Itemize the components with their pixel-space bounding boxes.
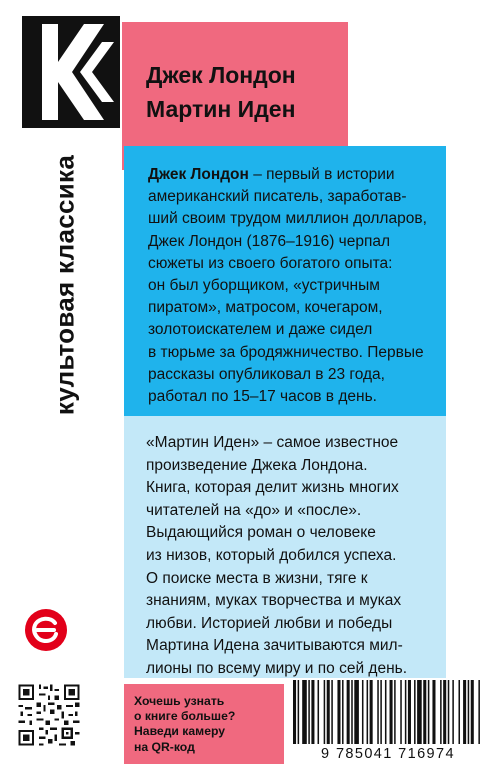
- bio-line: рассказы опубликовал в 23 года,: [148, 365, 385, 383]
- qr-prompt-line: Наведи камеру: [134, 724, 226, 739]
- bio-line: в тюрьме за бродяжничество. Первые: [148, 343, 424, 361]
- synopsis-line: знаниям, муках творчества и муках: [146, 592, 402, 610]
- bio-line: работал по 15–17 часов в день.: [148, 388, 377, 406]
- series-label-wrap: [40, 140, 90, 430]
- synopsis-line: Мартина Идена зачитываются мил-: [146, 637, 403, 655]
- eksmo-mark-icon: [24, 608, 68, 652]
- synopsis-line: лионы по всему миру и по сей день.: [146, 659, 408, 677]
- qr-code-icon[interactable]: [16, 682, 82, 748]
- bio-lead: Джек Лондон: [148, 166, 249, 183]
- series-logo-icon: [22, 16, 120, 128]
- book-title: Мартин Иден: [146, 96, 296, 122]
- synopsis-line: Выдающийся роман о человеке: [146, 524, 376, 542]
- barcode-bars-icon: [290, 678, 486, 748]
- qr-prompt-line: на QR-код: [134, 739, 195, 754]
- synopsis-text: [146, 432, 436, 681]
- bio-line: сюжеты из своего богатого опыта:: [148, 254, 393, 272]
- bio-line: Джек Лондон – первый в истории: [148, 166, 395, 183]
- isbn-barcode: [290, 678, 486, 770]
- barcode-number: 9 785041 716974: [321, 746, 455, 762]
- synopsis-line: «Мартин Иден» – самое известное: [146, 434, 399, 451]
- synopsis-line: из низов, который добился успеха.: [146, 546, 397, 564]
- series-label: культовая классика: [49, 154, 80, 416]
- synopsis-line: Книга, которая делит жизнь многих: [146, 479, 399, 497]
- bio-line: ший своим трудом миллион долларов,: [148, 210, 427, 228]
- synopsis-line: читателей на «до» и «после».: [146, 501, 362, 519]
- author-bio-text: [148, 164, 436, 408]
- synopsis-line: любви. Историей любви и победы: [146, 614, 393, 632]
- synopsis-line: О поиске места в жизни, тяге к: [146, 569, 368, 587]
- bio-line: Джек Лондон (1876–1916) черпал: [148, 232, 391, 250]
- author-bio-panel: [124, 146, 446, 416]
- qr-prompt-panel: [124, 684, 284, 764]
- synopsis-panel: [124, 416, 446, 678]
- bio-line: пиратом», матросом, кочегаром,: [148, 299, 383, 317]
- qr-prompt-line: Хочешь узнать: [134, 694, 225, 708]
- author-name: Джек Лондон: [146, 62, 296, 88]
- qr-prompt-line: о книге больше?: [134, 709, 236, 724]
- bio-line: золотоискателем и даже сидел: [148, 321, 373, 339]
- synopsis-line: произведение Джека Лондона.: [146, 456, 368, 474]
- bio-line: американский писатель, заработав-: [148, 188, 407, 206]
- qr-prompt-text: [134, 694, 278, 755]
- bio-line: он был уборщиком, «устричным: [148, 277, 380, 295]
